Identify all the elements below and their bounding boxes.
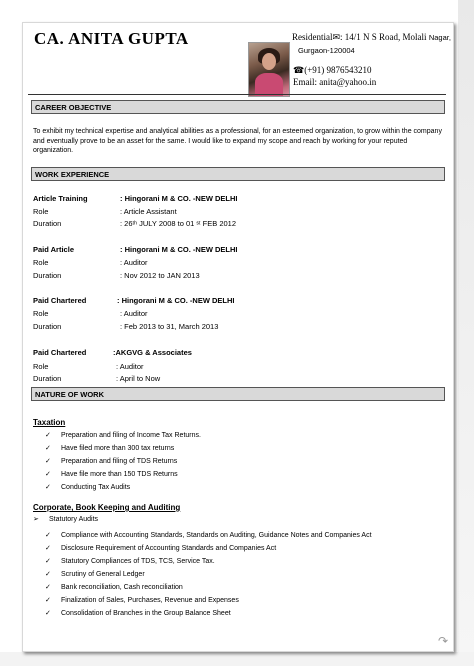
exp2-title: Paid Article — [33, 245, 74, 254]
corporate-heading: Corporate, Book Keeping and Auditing — [33, 503, 181, 512]
list-item: ✓ Disclosure Requirement of Accounting Standards and Companies Act — [45, 545, 277, 552]
list-item: ✓ Compliance with Accounting Standards, Standards on Auditing, Guidance Notes and Companies Act — [45, 532, 372, 539]
exp1-role-label: Role — [33, 207, 49, 216]
exp2-duration: : Nov 2012 to JAN 2013 — [120, 271, 200, 280]
check-icon: ✓ — [45, 584, 51, 591]
page-turn-icon[interactable]: ↷ — [438, 634, 449, 648]
envelope-icon: ✉ — [332, 32, 341, 42]
exp1-duration-label: Duration — [33, 219, 62, 228]
list-item: ✓ Finalization of Sales, Purchases, Revenue and Expenses — [45, 597, 239, 604]
check-icon: ✓ — [45, 558, 51, 565]
exp2-role: : Auditor — [120, 258, 148, 267]
section-nature-of-work: NATURE OF WORK — [31, 387, 445, 401]
check-icon: ✓ — [45, 610, 51, 617]
candidate-name: CA. ANITA GUPTA — [34, 29, 189, 48]
objective-text: To exhibit my technical expertise and analytical abilities as a professional, for an esteemed organization, to grow within the company and eventually prove to be an asset for the same. I would like to expand my scope and reach by working for your reputed organization. — [33, 128, 442, 155]
statutory-audits: ➢ Statutory Audits — [33, 516, 99, 523]
check-icon: ✓ — [45, 571, 51, 578]
check-icon: ✓ — [45, 432, 51, 439]
exp1-role: : Article Assistant — [120, 207, 177, 216]
exp2-org: : Hingorani M & CO. -NEW DELHI — [120, 245, 238, 254]
phone-icon: ☎ — [293, 65, 305, 75]
arrow-icon: ➢ — [33, 516, 39, 523]
exp3-role: : Auditor — [120, 309, 148, 318]
phone: ☎(+91) 9876543210 — [293, 65, 372, 75]
side-shadow — [458, 0, 474, 666]
bottom-shadow — [0, 652, 474, 666]
exp4-role: : Auditor — [116, 362, 144, 371]
exp4-title: Paid Chartered — [33, 348, 87, 357]
exp1-duration: : 26ᵗʰ JULY 2008 to 01 ˢᵗ FEB 2012 — [120, 219, 237, 228]
section-career-objective: CAREER OBJECTIVE — [31, 100, 445, 114]
list-item: ✓ Preparation and filing of TDS Returns — [45, 458, 178, 465]
check-icon: ✓ — [45, 532, 51, 539]
list-item: ✓ Bank reconciliation, Cash reconciliation — [45, 584, 183, 591]
address-line-2: Gurgaon-120004 — [298, 46, 355, 55]
photo-body — [255, 73, 283, 96]
check-icon: ✓ — [45, 545, 51, 552]
exp2-role-label: Role — [33, 258, 49, 267]
section-work-experience: WORK EXPERIENCE — [31, 167, 445, 181]
list-item: ✓ Scrutiny of General Ledger — [45, 571, 145, 578]
photo-face — [262, 53, 276, 70]
check-icon: ✓ — [45, 445, 51, 452]
exp1-org: : Hingorani M & CO. -NEW DELHI — [120, 194, 238, 203]
exp1-title: Article Training — [33, 194, 88, 203]
address-nagar: Nagar, — [428, 33, 451, 42]
exp4-duration-label: Duration — [33, 374, 62, 383]
residential-label: Residential — [292, 32, 333, 42]
check-icon: ✓ — [45, 458, 51, 465]
exp4-org: :AKGVG & Associates — [113, 348, 192, 357]
exp2-duration-label: Duration — [33, 271, 62, 280]
list-item: ✓ Have filed more than 300 tax returns — [45, 445, 175, 452]
email: Email: anita@yahoo.in — [293, 77, 377, 87]
list-item: ✓ Conducting Tax Audits — [45, 484, 131, 491]
exp3-role-label: Role — [33, 309, 49, 318]
exp4-role-label: Role — [33, 362, 49, 371]
taxation-heading: Taxation — [33, 418, 66, 427]
exp3-title: Paid Chartered — [33, 296, 87, 305]
profile-photo — [248, 42, 290, 97]
exp3-duration: : Feb 2013 to 31, March 2013 — [120, 322, 219, 331]
check-icon: ✓ — [45, 597, 51, 604]
header-divider — [28, 94, 446, 95]
list-item: ✓ Preparation and filing of Income Tax Returns. — [45, 432, 201, 439]
check-icon: ✓ — [45, 484, 51, 491]
address-line-1: Residential✉: 14/1 N S Road, Molali Nagar, — [292, 32, 451, 42]
check-icon: ✓ — [45, 471, 51, 478]
list-item: ✓ Statutory Compliances of TDS, TCS, Service Tax. — [45, 558, 215, 565]
exp3-duration-label: Duration — [33, 322, 62, 331]
list-item: ✓ Have file more than 150 TDS Returns — [45, 471, 178, 478]
exp4-duration: : April to Now — [116, 374, 161, 383]
exp3-org: : Hingorani M & CO. -NEW DELHI — [117, 296, 235, 305]
list-item: ✓ Consolidation of Branches in the Group Balance Sheet — [45, 610, 231, 617]
